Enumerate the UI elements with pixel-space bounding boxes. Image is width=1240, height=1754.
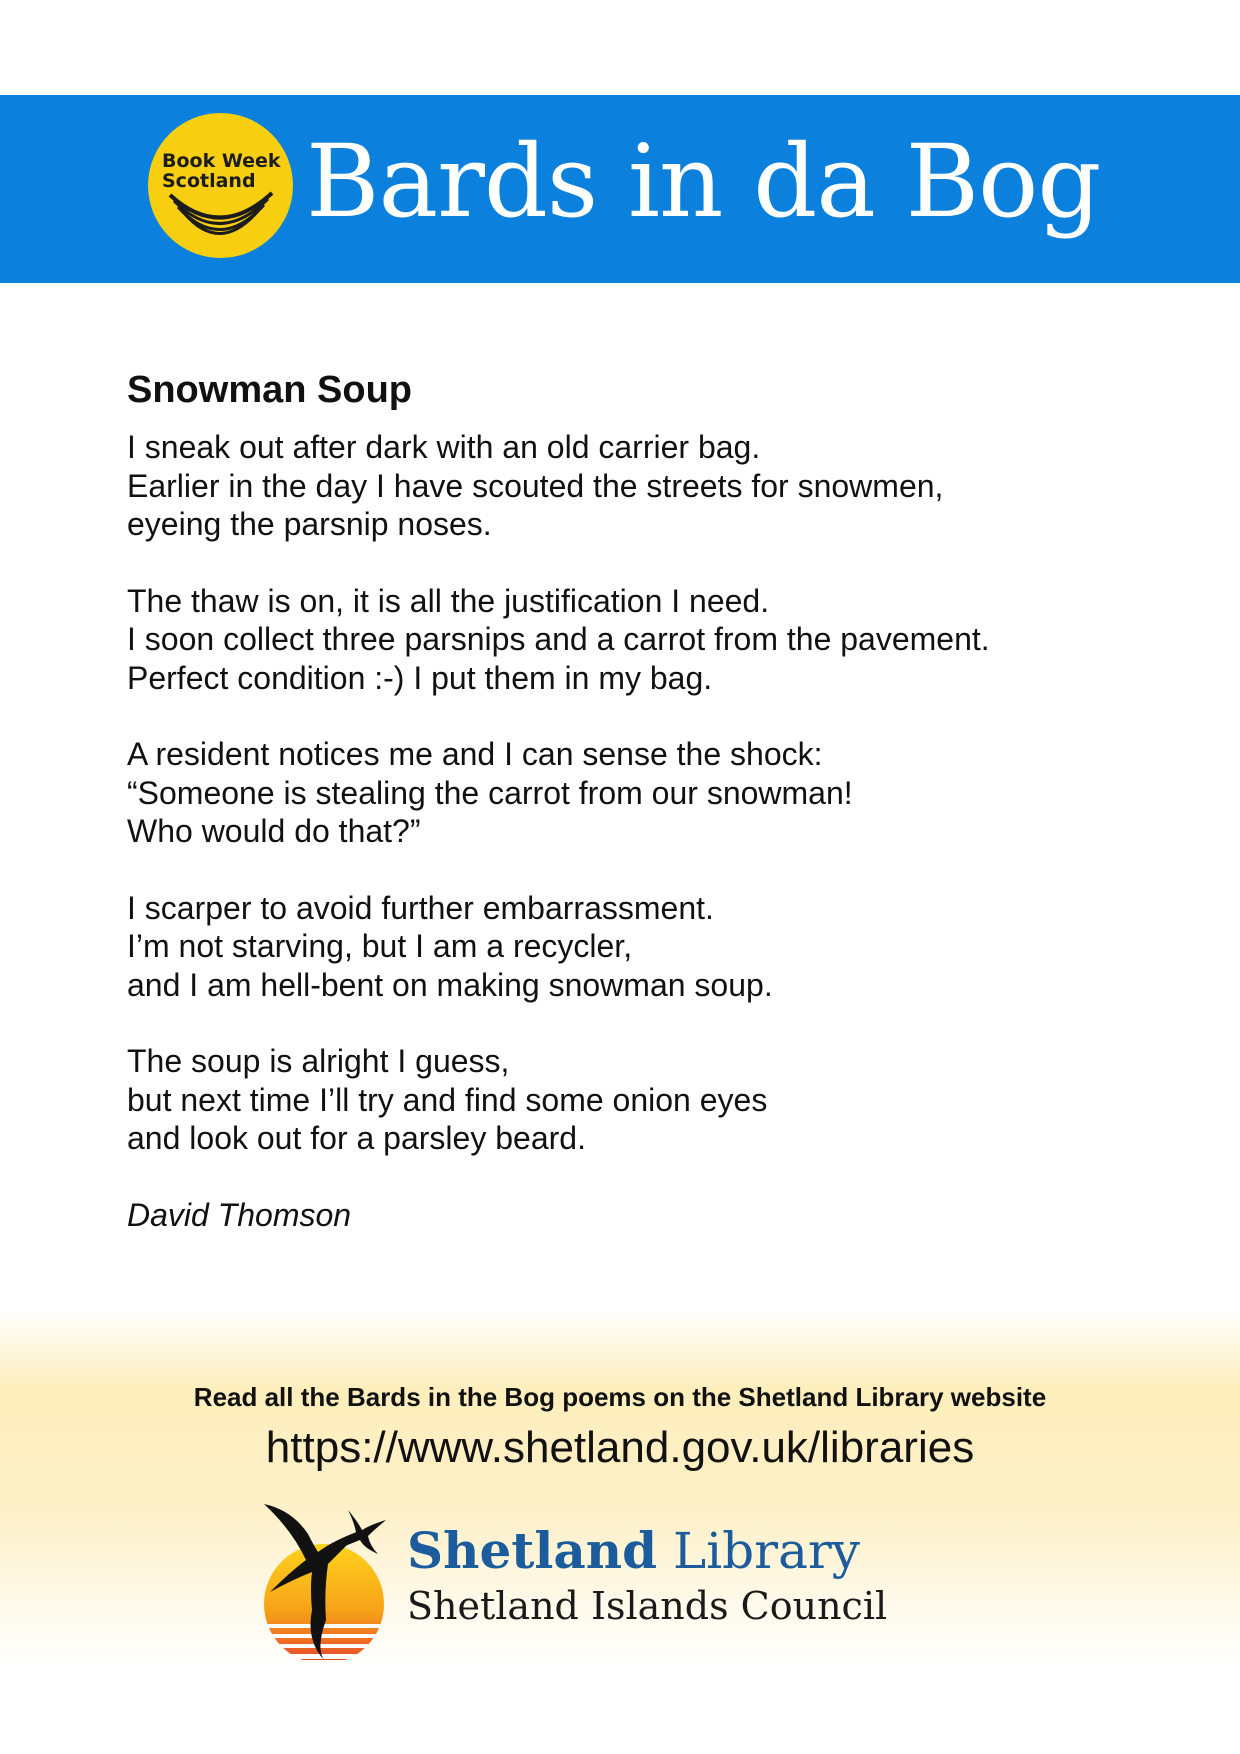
- poem-author: David Thomson: [127, 1196, 352, 1233]
- council-name: Shetland Islands Council: [407, 1584, 888, 1628]
- header-banner: [0, 95, 1240, 283]
- poem-line: The soup is alright I guess,: [127, 1043, 510, 1079]
- library-website-link[interactable]: https://www.shetland.gov.uk/libraries: [265, 1423, 975, 1472]
- poem-line: I soon collect three parsnips and a carrot from the pavement.: [127, 621, 990, 657]
- badge-line-2: Scotland: [162, 170, 256, 192]
- library-name-rest: Library: [657, 1522, 861, 1580]
- stanza: [127, 735, 1127, 851]
- poem: [127, 362, 1127, 1234]
- shetland-library-logo: [262, 1500, 902, 1660]
- poem-title: Snowman Soup: [127, 369, 412, 411]
- book-week-scotland-logo: [148, 113, 293, 258]
- poem-line: and I am hell-bent on making snowman soup.: [127, 966, 773, 1003]
- poem-line: but next time I’ll try and find some onion eyes: [127, 1081, 768, 1118]
- banner-title: Bards in da Bog: [306, 123, 1101, 240]
- poem-line: I scarper to avoid further embarrassment.: [127, 889, 714, 926]
- badge-line-1: Book Week: [162, 150, 281, 172]
- poem-line: Perfect condition :-) I put them in my bag.: [127, 659, 713, 696]
- poem-line: Earlier in the day I have scouted the streets for snowmen,: [127, 467, 944, 504]
- library-name: [407, 1522, 860, 1580]
- poem-line: A resident notices me and I can sense the shock:: [127, 736, 823, 772]
- footer-read-text: Read all the Bards in the Bog poems on the Shetland Library website: [193, 1382, 1047, 1412]
- poem-line: I sneak out after dark with an old carrier bag.: [127, 429, 761, 465]
- stanza: [127, 428, 1127, 544]
- sun-birds-icon: [262, 1500, 402, 1660]
- poem-line: eyeing the parsnip noses.: [127, 506, 492, 542]
- poem-line: “Someone is stealing the carrot from our snowman!: [127, 774, 853, 811]
- poem-line: I’m not starving, but I am a recycler,: [127, 928, 633, 964]
- library-name-strong: Shetland: [407, 1521, 658, 1580]
- stanza: [127, 582, 1127, 698]
- poem-line: Who would do that?”: [127, 813, 421, 849]
- stanza: [127, 1042, 1127, 1158]
- poem-line: The thaw is on, it is all the justification I need.: [127, 582, 770, 619]
- stanza: [127, 889, 1127, 1005]
- badge-text: [162, 151, 282, 191]
- poem-line: and look out for a parsley beard.: [127, 1120, 586, 1156]
